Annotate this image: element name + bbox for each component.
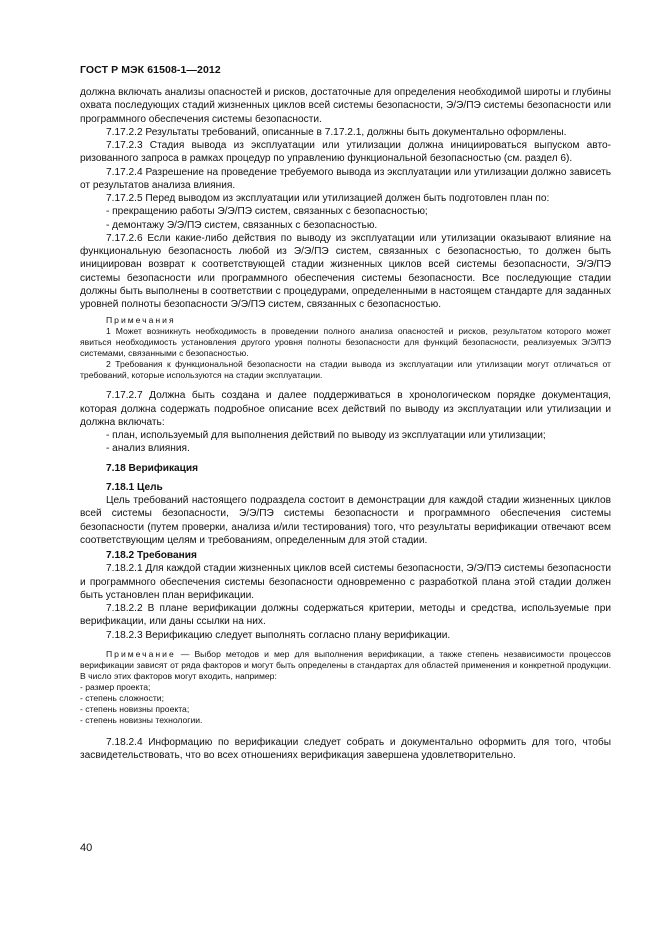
paragraph-7-17-2-4: 7.17.2.4 Разрешение на проведение требуемого вывода из эксплуатации или утилизации должно зависеть от результатов анализа влияния. — [80, 166, 611, 191]
document-body — [80, 86, 611, 762]
paragraph-goal: Цель требований настоящего подраздела состоит в демонстрации для каждой стадии жизненных циклов всей системы безопасности, Э/Э/ПЭ системы безопасности и программного обеспечения системы безопасности (путем проверки, анализа и/или тестирования) того, что результаты верификации отвечают всем соответствующим целям и требованиям, определенным для этой стадии. — [80, 495, 611, 546]
paragraph-continuation: должна включать анализы опасностей и рисков, достаточные для определения необходимой широты и глубины охвата последующих стадий жизненных циклов всей системы безопасности, Э/Э/ПЭ системы безопасности или программного обеспечения системы безопасности. — [80, 87, 611, 125]
document-header: ГОСТ Р МЭК 61508-1—2012 — [80, 64, 221, 76]
list-item: - прекращению работы Э/Э/ПЭ систем, связанных с безопасностью; — [106, 206, 428, 218]
list-item: - степень новизны проекта; — [80, 703, 190, 714]
subsection-heading-7-18-1: 7.18.1 Цель — [106, 481, 163, 493]
note-2: 2 Требования к функциональной безопасности на стадии вывода из эксплуатации или утилизации могут отличаться от требований, которые используются на стадии эксплуатации. — [80, 359, 611, 381]
subsection-heading-7-18-2: 7.18.2 Требования — [106, 550, 197, 561]
paragraph-7-17-2-3: 7.17.2.3 Стадия вывода из эксплуатации или утилизации должна инициироваться выпуском авторизованного запроса в рамках процедур по управлению функциональной безопасностью (см. раздел 6). — [80, 140, 611, 165]
paragraph-7-17-2-5: 7.17.2.5 Перед выводом из эксплуатации или утилизацией должен быть подготовлен план по: — [106, 193, 550, 204]
list-item: - план, используемый для выполнения действий по выводу из эксплуатации или утилизации; — [106, 430, 546, 441]
notes-title: Примечания — [106, 315, 176, 326]
list-item: - демонтажу Э/Э/ПЭ систем, связанных с безопасностью. — [106, 219, 378, 231]
paragraph-7-18-2-2: 7.18.2.2 В плане верификации должны содержаться критерии, методы и средства, используемые при верификации, или даны ссылки на них. — [80, 603, 611, 628]
section-heading-7-18: 7.18 Верификация — [106, 462, 199, 474]
paragraph-7-18-2-1: 7.18.2.1 Для каждой стадии жизненных циклов всей системы безопасности, Э/Э/ПЭ системы безопасности и программного обеспечения системы безопасности одновременно с разработкой плана этой стадии должен быть установлен план верификации. — [80, 563, 611, 601]
note-title: Примечание — [106, 648, 176, 659]
paragraph-7-18-2-3: 7.18.2.3 Верификацию следует выполнять согласно плану верификации. — [106, 629, 451, 641]
list-item: - размер проекта; — [80, 681, 151, 692]
paragraph-7-18-2-4: 7.18.2.4 Информацию по верификации следует собрать и документально оформить для того, чтобы засвидетельствовать, что во всех отношениях верификация завершена удовлетворительно. — [80, 736, 611, 761]
note-block — [80, 649, 611, 726]
note-1: 1 Может возникнуть необходимость в проведении полного анализа опасностей и рисков, результатом которого может явиться необходимость установления другого уровня полноты безопасности для функций безопасности, реализуемых Э/Э/ПЭ системами, связанными с безопасностью. — [80, 326, 611, 359]
notes-block — [80, 315, 611, 381]
note-text: — Выбор методов и мер для выполнения верификации, а также степень независимости процессов верификации зависят от ряда факторов и могут быть определены в стандартах для областей применения и конкретной продукции. В число этих факторов могут входить, например: — [80, 648, 611, 681]
page-number: 40 — [80, 842, 93, 854]
list-item: - степень сложности; — [80, 692, 164, 703]
paragraph-7-17-2-2: 7.17.2.2 Результаты требований, описанные в 7.17.2.1, должны быть документально оформлены. — [106, 126, 567, 138]
paragraph-7-17-2-7: 7.17.2.7 Должна быть создана и далее поддерживаться в хронологическом порядке документация, которая должна содержать подробное описание всех действий по выводу из эксплуатации или утилизации и должна включать: — [80, 390, 611, 428]
note-3 — [80, 649, 611, 682]
paragraph-7-17-2-6: 7.17.2.6 Если какие-либо действия по выводу из эксплуатации или утилизации оказывают влияние на функциональную безопасность любой из Э/Э/ПЭ систем, связанных с безопасностью, то должен быть инициирован возврат к соответствующей стадии жизненных циклов всей системы безопасности, Э/Э/ПЭ системы безопасности или программного обеспечения системы безопасности. Все последующие стадии должны быть выполнены в соответствии с процедурами, определенными в настоящем стандарте для заданных уровней полноты безопасности Э/Э/ПЭ систем, связанных с безопасностью. — [80, 232, 611, 310]
list-item: - степень новизны технологии. — [80, 714, 203, 725]
list-item: - анализ влияния. — [106, 443, 190, 455]
